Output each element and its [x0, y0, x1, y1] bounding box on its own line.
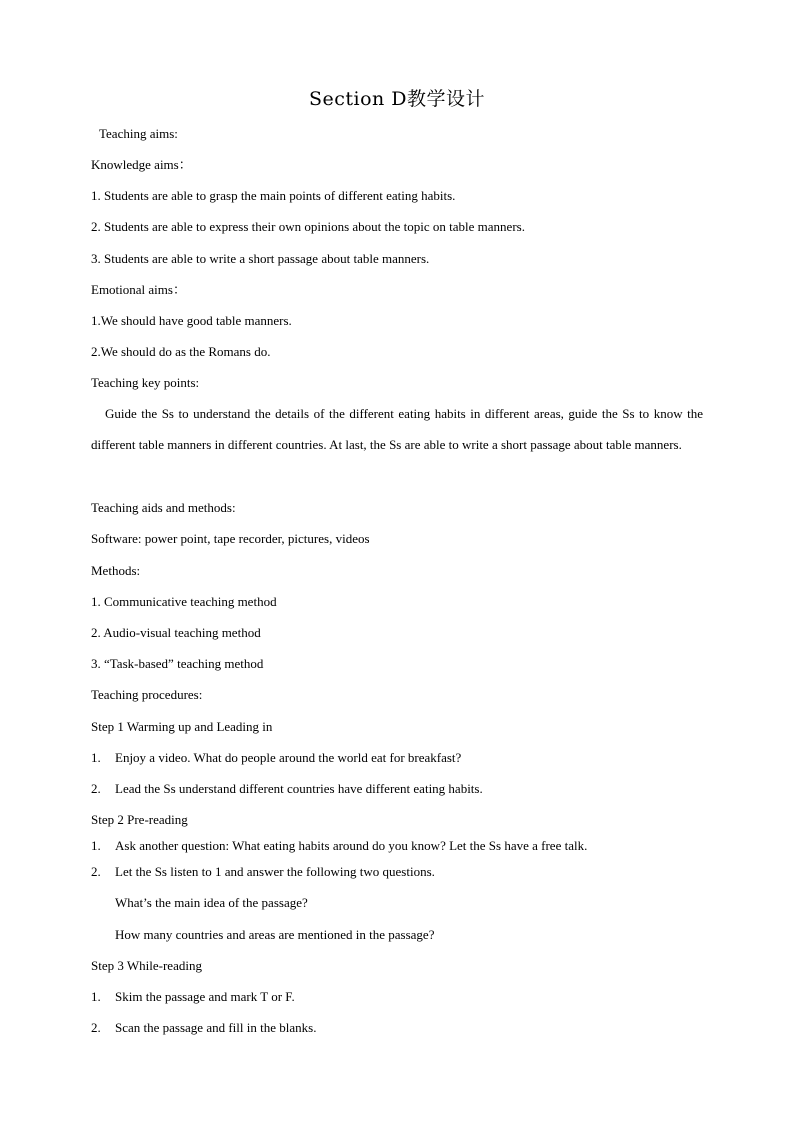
list-item — [91, 781, 483, 797]
method-3: 3. “Task-based” teaching method — [91, 656, 264, 671]
emotional-aim-2: 2.We should do as the Romans do. — [91, 344, 271, 359]
list-item-number: 2. — [91, 781, 101, 796]
list-item-number: 1. — [91, 750, 101, 765]
key-points-heading: Teaching key points: — [91, 375, 200, 390]
page-title: Section D教学设计 — [308, 88, 486, 110]
knowledge-aim-3: 3. Students are able to write a short passage about table manners. — [91, 251, 430, 266]
question-1: What’s the main idea of the passage? — [115, 895, 308, 910]
list-item — [91, 1020, 316, 1036]
step-2-heading: Step 2 Pre-reading — [91, 812, 188, 827]
list-item-number: 1. — [91, 838, 101, 853]
method-2: 2. Audio-visual teaching method — [91, 625, 261, 640]
list-item-text: Enjoy a video. What do people around the world eat for breakfast? — [115, 750, 462, 765]
list-item-text: Scan the passage and fill in the blanks. — [115, 1020, 317, 1035]
method-1: 1. Communicative teaching method — [91, 594, 277, 609]
list-item-number: 2. — [91, 1020, 101, 1035]
aids-methods-heading: Teaching aids and methods: — [91, 500, 236, 515]
list-item — [91, 838, 587, 854]
software-line: Software: power point, tape recorder, pictures, videos — [91, 531, 370, 546]
teaching-aims-heading: Teaching aims: — [99, 126, 178, 141]
methods-heading: Methods: — [91, 563, 141, 578]
key-points-paragraph: Guide the Ss to understand the details of the different eating habits in different areas, guide the Ss to know the different table manners in different countries. At last, the Ss are able to write a short passage about table manners. — [91, 406, 703, 452]
list-item-text: Skim the passage and mark T or F. — [115, 989, 295, 1004]
list-item-number: 1. — [91, 989, 101, 1004]
list-item-text: Lead the Ss understand different countries have different eating habits. — [115, 781, 483, 796]
list-item-text: Let the Ss listen to 1 and answer the following two questions. — [115, 864, 435, 879]
knowledge-aims-heading: Knowledge aims： — [91, 157, 192, 172]
procedures-heading: Teaching procedures: — [91, 687, 203, 702]
knowledge-aim-1: 1. Students are able to grasp the main points of different eating habits. — [91, 188, 456, 203]
question-2: How many countries and areas are mentioned in the passage? — [115, 927, 435, 942]
list-item — [91, 989, 295, 1005]
knowledge-aim-2: 2. Students are able to express their own opinions about the topic on table manners. — [91, 219, 525, 234]
step-1-heading: Step 1 Warming up and Leading in — [91, 719, 273, 734]
list-item-number: 2. — [91, 864, 101, 879]
list-item — [91, 864, 435, 880]
emotional-aim-1: 1.We should have good table manners. — [91, 313, 292, 328]
list-item — [91, 750, 461, 766]
emotional-aims-heading: Emotional aims： — [91, 282, 186, 297]
list-item-text: Ask another question: What eating habits around do you know? Let the Ss have a free talk. — [115, 838, 588, 853]
step-3-heading: Step 3 While-reading — [91, 958, 202, 973]
